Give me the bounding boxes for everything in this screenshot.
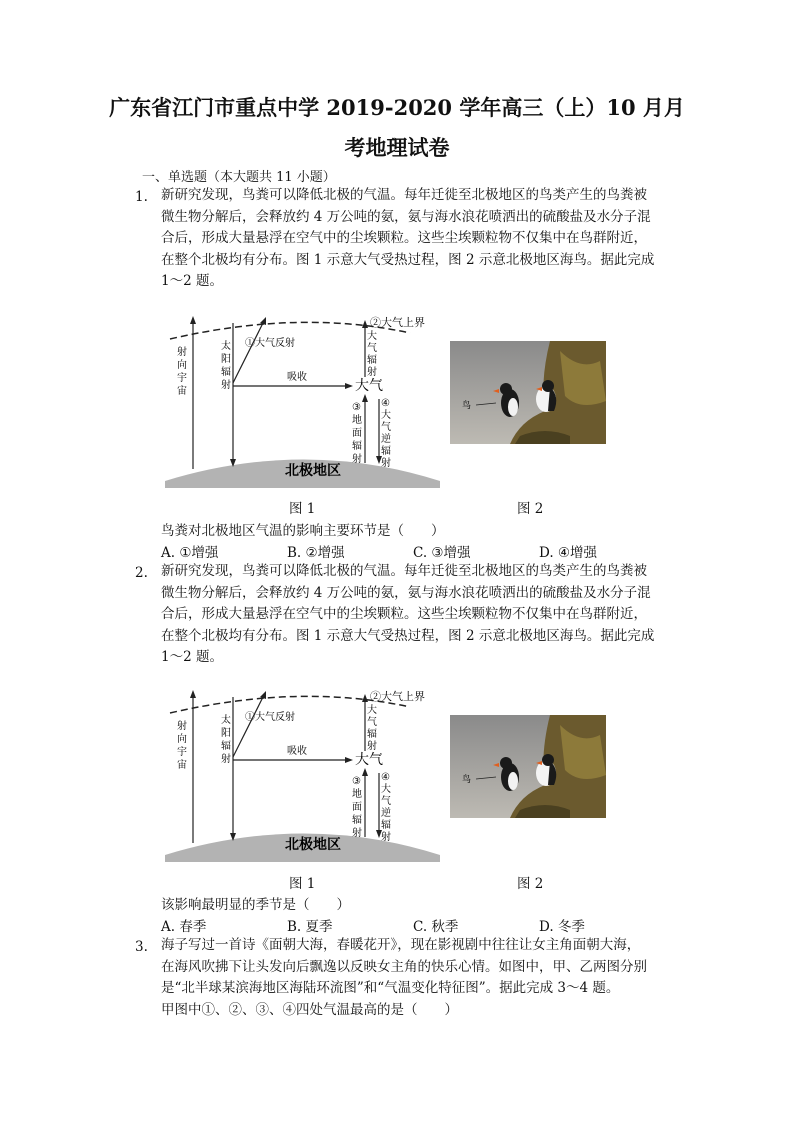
reflect-label: ①大气反射 — [245, 712, 295, 723]
question-3-stem — [161, 935, 666, 1021]
option-a[interactable]: A. 春季 — [161, 919, 207, 935]
atm-rad-label: 大气辐射 — [367, 331, 377, 378]
stem-line: 甲图中①、②、③、④四处气温最高的是（ ） — [161, 1001, 458, 1018]
ground-rad-label: ③ 地面辐射 — [352, 402, 362, 465]
question-1-prompt: 鸟粪对北极地区气温的影响主要环节是（ ） — [161, 523, 445, 539]
question-2-stem — [161, 561, 666, 669]
reflect-label: ①大气反射 — [245, 338, 295, 349]
stem-line: 海子写过一首诗《面朝大海，春暖花开》，现在影视剧中往往让女主角面朝大海， — [161, 937, 641, 953]
stem-line: 是“北半球某滨海地区海陆环流图”和“气温变化特征图”。据此完成 3～4 题。 — [161, 980, 620, 996]
upper-boundary-label: ②大气上界 — [370, 690, 425, 703]
paper-title-line1: 广东省江门市重点中学 2019-2020 学年高三（上）10 月月 — [109, 95, 685, 120]
atmosphere-label: 大气 — [355, 378, 383, 394]
atmosphere-heating-diagram — [165, 687, 440, 862]
puffin-photo — [450, 341, 606, 444]
outgoing-label: 射向宇宙 — [177, 347, 187, 397]
option-d[interactable]: D. 冬季 — [539, 919, 585, 935]
stem-line: 1～2 题。 — [161, 649, 223, 665]
region-label: 北极地区 — [285, 837, 341, 853]
figure-1-caption: 图 1 — [289, 501, 316, 517]
figure-2-caption: 图 2 — [517, 501, 544, 517]
question-3-number: 3. — [135, 939, 148, 955]
option-a[interactable]: A. ①增强 — [161, 545, 219, 561]
question-1-number: 1. — [135, 189, 148, 205]
atmosphere-label: 大气 — [355, 752, 383, 768]
atm-rad-label: 大气辐射 — [367, 705, 377, 752]
figure-2-caption: 图 2 — [517, 876, 544, 892]
stem-line: 在海风吹拂下让头发向后飘逸以反映女主角的快乐心情。如图中，甲、乙两图分别 — [161, 958, 647, 975]
stem-line: 新研究发现，鸟粪可以降低北极的气温。每年迁徙至北极地区的鸟类产生的鸟粪被 — [161, 187, 647, 203]
counter-rad-label: ④ 大气逆辐射 — [381, 772, 391, 843]
question-2-prompt: 该影响最明显的季节是（ ） — [161, 897, 350, 913]
stem-line: 微生物分解后，会释放约 4 万公吨的氨，氨与海水浪花喷洒出的硫酸盐及水分子混 — [161, 584, 651, 601]
ground-rad-label: ③ 地面辐射 — [352, 776, 362, 839]
option-d[interactable]: D. ④增强 — [539, 545, 598, 561]
stem-line: 1～2 题。 — [161, 273, 223, 289]
stem-line: 微生物分解后，会释放约 4 万公吨的氨，氨与海水浪花喷洒出的硫酸盐及水分子混 — [161, 208, 651, 225]
region-label: 北极地区 — [285, 463, 341, 479]
stem-line: 在整个北极均有分布。图 1 示意大气受热过程，图 2 示意北极地区海鸟。据此完成 — [161, 627, 655, 644]
option-b[interactable]: B. ②增强 — [287, 545, 345, 561]
outgoing-label: 射向宇宙 — [177, 721, 187, 771]
paper-title-line2: 考地理试卷 — [344, 135, 450, 160]
absorb-label: 吸收 — [287, 372, 307, 383]
atmosphere-heating-diagram — [165, 313, 440, 488]
stem-line: 新研究发现，鸟粪可以降低北极的气温。每年迁徙至北极地区的鸟类产生的鸟粪被 — [161, 563, 647, 579]
bird-label: 鸟 — [462, 775, 472, 785]
question-1-stem — [161, 185, 666, 293]
stem-line: 合后，形成大量悬浮在空气中的尘埃颗粒。这些尘埃颗粒物不仅集中在鸟群附近， — [161, 606, 647, 622]
option-b[interactable]: B. 夏季 — [287, 919, 333, 935]
option-c[interactable]: C. ③增强 — [413, 545, 471, 561]
stem-line: 合后，形成大量悬浮在空气中的尘埃颗粒。这些尘埃颗粒物不仅集中在鸟群附近， — [161, 230, 647, 246]
bird-label: 鸟 — [462, 401, 472, 411]
counter-rad-label: ④ 大气逆辐射 — [381, 398, 391, 469]
stem-line: 在整个北极均有分布。图 1 示意大气受热过程，图 2 示意北极地区海鸟。据此完成 — [161, 251, 655, 268]
solar-label: 太阳辐射 — [221, 715, 231, 765]
option-c[interactable]: C. 秋季 — [413, 919, 459, 935]
puffin-photo — [450, 715, 606, 818]
upper-boundary-label: ②大气上界 — [370, 316, 425, 329]
section-heading: 一、单选题（本大题共 11 小题） — [142, 170, 336, 185]
absorb-label: 吸收 — [287, 746, 307, 757]
figure-1-caption: 图 1 — [289, 876, 316, 892]
question-2-number: 2. — [135, 565, 148, 581]
solar-label: 太阳辐射 — [221, 341, 231, 391]
